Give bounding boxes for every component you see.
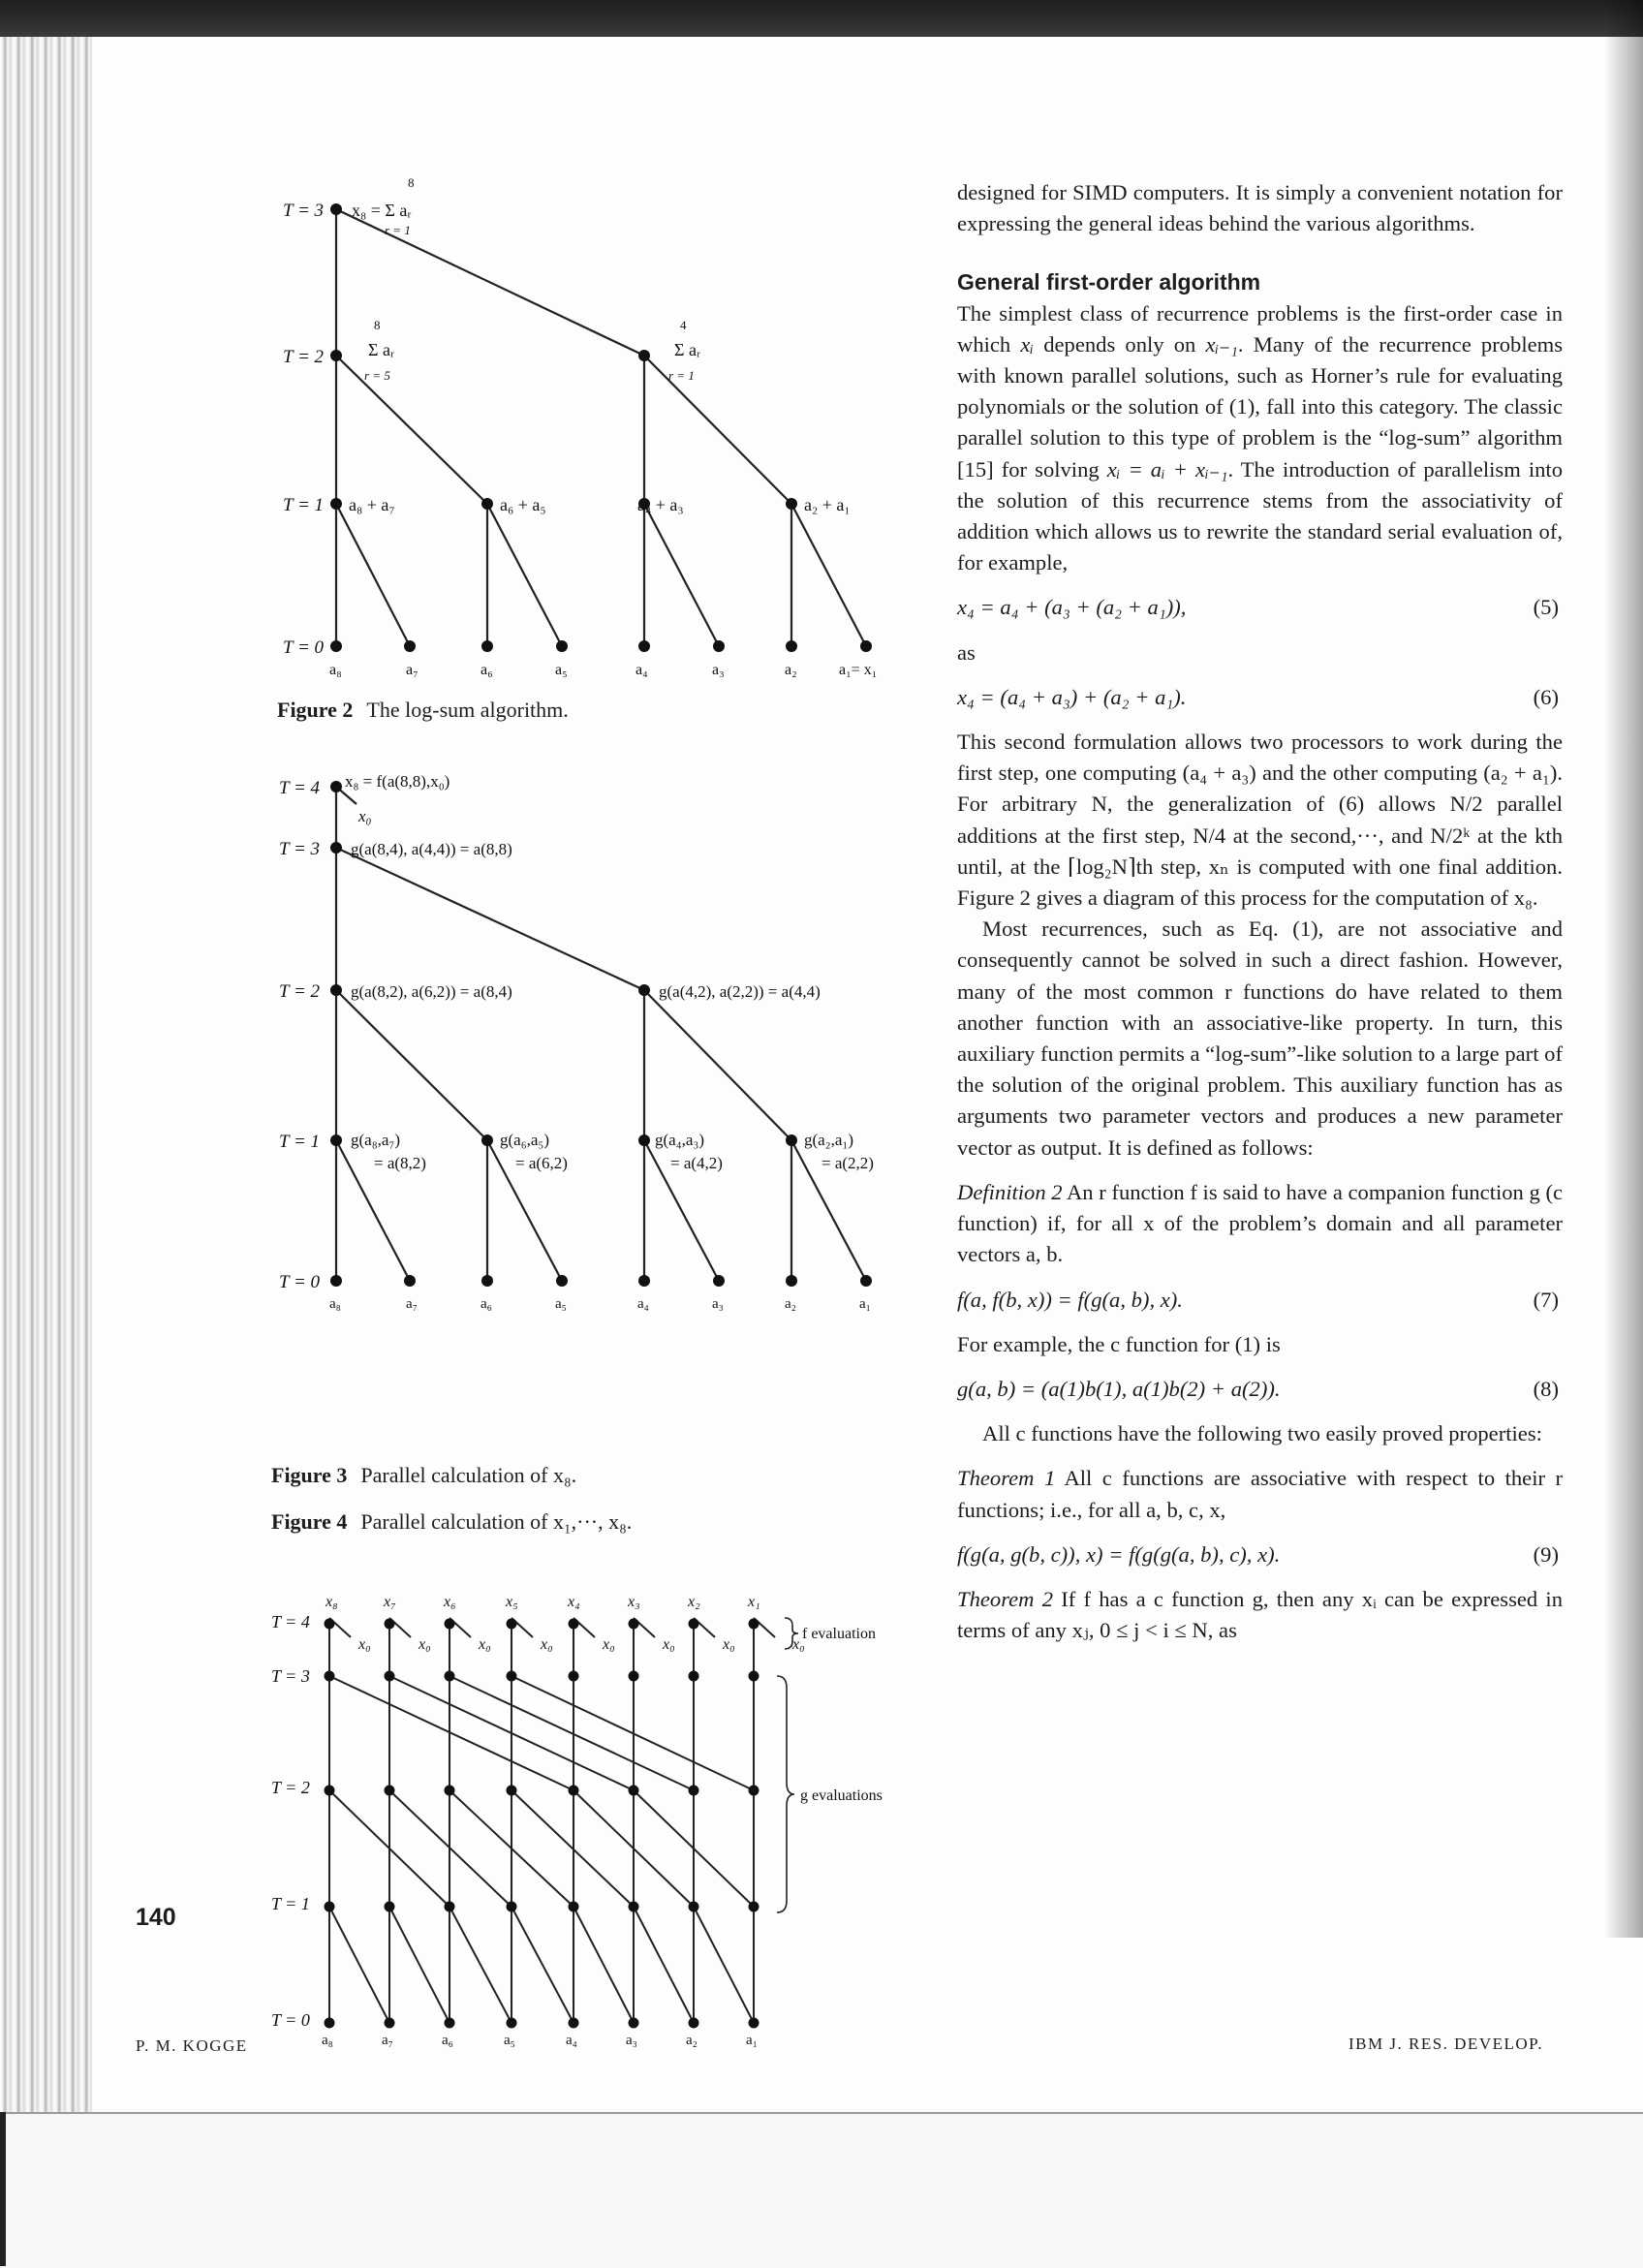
fig4-edge	[574, 1907, 634, 2023]
fig4-f-eval-label: f evaluation	[802, 1626, 876, 1642]
fig2-leaf: a₅	[555, 662, 568, 678]
fig3-node	[330, 1275, 342, 1287]
figure-4	[271, 1509, 911, 2052]
fig2-leaf: a₈	[329, 662, 342, 678]
fig4-edge	[329, 1676, 574, 1790]
fig3-edge	[336, 990, 487, 1140]
fig2-node	[638, 640, 650, 652]
fig3-node	[860, 1275, 872, 1287]
fig3-node	[786, 1275, 797, 1287]
fig2-node	[330, 498, 342, 510]
fig3-t1-eq: = a(2,2)	[822, 1154, 874, 1172]
fig3-t1-eq: = a(4,2)	[670, 1154, 723, 1172]
fig4-edge	[634, 1907, 694, 2023]
fig3-node	[638, 984, 650, 996]
fig2-top-expr: x₈ = Σ aᵣ	[352, 201, 412, 220]
fig3-level-label: T = 4	[279, 778, 321, 798]
fig2-pair: a₂ + a₁	[804, 495, 851, 514]
fig2-node	[786, 640, 797, 652]
fig4-edge	[450, 1676, 694, 1790]
fig4-node	[569, 1786, 579, 1796]
fig3-node	[481, 1275, 493, 1287]
equation-number: (9)	[1533, 1541, 1559, 1567]
fig3-top-expr: x₈ = f(a(8,8),x₀)	[345, 772, 450, 791]
equation-body: f(a, f(b, x)) = f(g(a, b), x).	[957, 1287, 1183, 1312]
equation-5	[957, 592, 1563, 623]
fig2-edge	[336, 209, 644, 356]
fig3-t2-left: g(a(8,2), a(6,2)) = a(8,4)	[351, 982, 512, 1001]
fig4-node	[569, 1619, 579, 1630]
fig2-edge	[336, 504, 410, 646]
caption-label: Figure 3	[271, 1463, 348, 1487]
caption-label: Figure 2	[277, 698, 354, 722]
fig2-node	[638, 350, 650, 361]
fig4-node	[385, 1902, 395, 1912]
fig2-level-label: T = 3	[283, 201, 325, 221]
fig2-leaf: a₇	[406, 662, 418, 678]
fig3-node	[713, 1275, 725, 1287]
fig3-leaf: a₄	[637, 1296, 649, 1312]
fig2-sum-lower: r = 1	[668, 368, 695, 383]
fig4-x-label: x₈	[326, 1594, 338, 1610]
paragraph: designed for SIMD computers. It is simply a convenient notation for expressing the general ideas behind the various algorithms.	[957, 180, 1563, 236]
figure-2-caption	[277, 698, 569, 723]
fig4-node	[325, 1671, 335, 1682]
fig4-leaf: a₆	[442, 2033, 453, 2048]
paragraph: All c functions have the following two easily proved properties:	[982, 1421, 1542, 1446]
theorem-1	[957, 1463, 1563, 1525]
fig3-node	[330, 984, 342, 996]
fig4-node	[507, 1786, 517, 1796]
fig3-t1-g: g(a₈,a₇)	[351, 1131, 401, 1149]
fig2-level-label: T = 2	[283, 347, 325, 367]
fig4-leaf: a₇	[382, 2033, 393, 2048]
paragraph: For example, the c function for (1) is	[957, 1331, 1281, 1356]
fig4-x0: x₀	[723, 1636, 735, 1653]
fig4-level-label: T = 3	[271, 1666, 310, 1686]
fig2-sum-upper: 8	[374, 318, 381, 332]
fig4-node	[569, 1671, 579, 1682]
fig4-x0: x₀	[479, 1636, 491, 1653]
equation-body: f(g(a, g(b, c)), x) = f(g(g(a, b), c), x).	[957, 1541, 1281, 1567]
fig2-node	[713, 640, 725, 652]
scan-top-edge	[0, 0, 1643, 37]
text-run: depends only on	[1034, 331, 1206, 357]
scan-bottom-edge	[0, 2112, 1643, 2268]
fig4-leaf: a₄	[566, 2033, 577, 2048]
fig3-node	[330, 842, 342, 854]
fig2-pair: a₄ + a₃	[637, 495, 684, 514]
fig3-t1-eq: = a(8,2)	[374, 1154, 426, 1172]
figure-3-caption	[271, 1463, 576, 1488]
fig2-node	[330, 640, 342, 652]
fig4-node	[689, 1786, 699, 1796]
fig2-leaf: a₂	[785, 662, 797, 678]
math-inline: xᵢ	[1020, 331, 1035, 357]
fig4-node	[629, 1786, 639, 1796]
theorem-label: Theorem 2	[957, 1586, 1054, 1611]
fig3-leaf: a₈	[329, 1296, 341, 1312]
paragraph: Most recurrences, such as Eq. (1), are not associative and consequently cannot be solved in such a direct fashion. However, many of the most common r functions do have related to them another function with an associative-like property. In turn, this auxiliary function permits a “log-sum”-like solution to a large part of the solution of the original problem. This auxiliary function has as arguments two parameter vectors and produces a new parameter vector as output. It is defined as follows:	[957, 917, 1563, 1160]
equation-6	[957, 682, 1563, 713]
fig4-node	[445, 1786, 455, 1796]
text-run: . Many of the recurrence problems with known parallel solutions, such as Horner’s rule for evaluating polynomials or the solution of (1), fall into this category. The classic parallel solution to this type of problem is the “log-sum” algorithm [15] for solving	[957, 331, 1563, 482]
fig4-node	[629, 1902, 639, 1912]
math-inline: xᵢ = aᵢ + xᵢ₋₁	[1106, 456, 1228, 482]
fig2-node	[481, 640, 493, 652]
equation-number: (6)	[1533, 684, 1559, 709]
fig4-node	[507, 1671, 517, 1682]
equation-8	[957, 1374, 1563, 1405]
fig2-leaf: a₄	[636, 662, 648, 678]
fig4-x-label: x₅	[506, 1594, 518, 1610]
fig3-level-label: T = 3	[279, 839, 321, 859]
fig4-node	[507, 1619, 517, 1630]
fig4-node	[749, 1902, 760, 1912]
fig4-x0: x₀	[358, 1636, 371, 1653]
fig4-x-label: x₁	[748, 1594, 760, 1610]
figure-3	[271, 758, 911, 1494]
fig2-node	[556, 640, 568, 652]
fig4-node	[445, 1671, 455, 1682]
fig4-node	[689, 1902, 699, 1912]
fig4-leaf: a₅	[504, 2033, 515, 2048]
caption-text: Parallel calculation of x₁,···, x₈.	[360, 1509, 633, 1534]
fig4-level-label: T = 1	[271, 1894, 310, 1913]
fig4-node	[749, 1671, 760, 1682]
fig2-leaf: a₆	[480, 662, 493, 678]
fig4-edge	[450, 1907, 512, 2023]
fig2-level-label: T = 0	[283, 637, 325, 658]
fig2-pair: a₆ + a₅	[500, 495, 546, 514]
fig3-node	[481, 1134, 493, 1146]
fig3-leaf: a₃	[712, 1296, 724, 1312]
figure-2	[271, 126, 911, 727]
fig4-edge	[694, 1907, 754, 2023]
fig3-level-label: T = 1	[279, 1132, 321, 1152]
fig2-sum-lower: r = 5	[364, 368, 390, 383]
figures-column	[271, 126, 911, 2048]
fig4-node	[385, 2018, 395, 2029]
fig4-level-label: T = 4	[271, 1612, 310, 1631]
fig4-node	[445, 1619, 455, 1630]
figure-3-diagram	[271, 758, 911, 1494]
fig4-x-label: x₃	[628, 1594, 640, 1610]
scan-left-edge	[0, 2112, 6, 2266]
fig4-node	[629, 2018, 639, 2029]
fig2-edge	[791, 504, 866, 646]
fig4-node	[629, 1619, 639, 1630]
fig4-node	[385, 1671, 395, 1682]
fig2-sigma: Σ aᵣ	[368, 340, 395, 359]
theorem-2	[957, 1584, 1563, 1646]
fig4-node	[325, 2018, 335, 2029]
fig4-node	[569, 1902, 579, 1912]
fig2-sum-lower: r = 1	[385, 223, 411, 237]
paragraph: as	[957, 639, 976, 665]
fig4-node	[629, 1671, 639, 1682]
fig4-edge	[329, 1907, 389, 2023]
fig2-edge	[336, 356, 487, 504]
caption-text: The log-sum algorithm.	[366, 698, 569, 722]
fig4-node	[749, 1786, 760, 1796]
fig4-node	[507, 2018, 517, 2029]
fig3-leaf: a₆	[480, 1296, 492, 1312]
fig2-node	[786, 498, 797, 510]
fig4-node	[749, 2018, 760, 2029]
fig3-t1-eq: = a(6,2)	[515, 1154, 568, 1172]
fig3-level-label: T = 2	[279, 981, 321, 1002]
fig3-t2-right: g(a(4,2), a(2,2)) = a(4,4)	[659, 982, 821, 1001]
fig3-node	[638, 1134, 650, 1146]
fig4-node	[325, 1786, 335, 1796]
fig4-leaf: a₃	[626, 2033, 637, 2048]
fig4-node	[385, 1619, 395, 1630]
equation-number: (8)	[1533, 1376, 1559, 1401]
fig4-x0: x₀	[663, 1636, 675, 1653]
fig3-node	[330, 781, 342, 792]
fig2-leaf: a₃	[712, 662, 725, 678]
footer-journal: IBM J. RES. DEVELOP.	[1348, 2035, 1543, 2053]
fig4-x-label: x₇	[384, 1594, 396, 1610]
fig2-sigma: Σ aᵣ	[674, 340, 701, 359]
fig4-node	[325, 1902, 335, 1912]
fig4-node	[569, 2018, 579, 2029]
fig4-x-label: x₆	[444, 1594, 456, 1610]
text-column	[957, 177, 1563, 1646]
theorem-text: All c functions are associative with respect to their r functions; i.e., for all a, b, c, x,	[957, 1466, 1563, 1522]
fig3-t1-g: g(a₂,a₁)	[804, 1131, 854, 1149]
fig4-level-label: T = 2	[271, 1778, 310, 1797]
fig4-node	[385, 1786, 395, 1796]
fig4-node	[507, 1902, 517, 1912]
caption-text: Parallel calculation of x₈.	[360, 1463, 577, 1487]
fig3-leaf: a₁	[859, 1296, 871, 1312]
fig2-edge	[644, 356, 791, 504]
fig4-node	[749, 1619, 760, 1630]
fig2-sum-upper: 8	[408, 175, 415, 190]
fig4-leaf: a₁	[746, 2033, 758, 2048]
fig4-node	[689, 2018, 699, 2029]
equation-number: (5)	[1533, 595, 1559, 620]
caption-label: Figure 4	[271, 1509, 348, 1534]
fig4-leaf: a₈	[322, 2033, 333, 2048]
fig3-node	[404, 1275, 416, 1287]
equation-7	[957, 1285, 1563, 1316]
fig4-node	[445, 1902, 455, 1912]
fig3-edge	[336, 848, 644, 990]
fig2-edge	[487, 504, 562, 646]
fig4-edge	[512, 1907, 574, 2023]
fig4-g-brace	[777, 1676, 794, 1912]
fig4-node	[689, 1619, 699, 1630]
scan-right-shadow	[1604, 0, 1643, 1938]
text-run: The simplest class of recurrence problems is the first-order case in which	[957, 300, 1563, 357]
fig2-pair: a₈ + a₇	[349, 495, 395, 514]
fig3-node	[556, 1275, 568, 1287]
fig4-x0: x₀	[603, 1636, 615, 1653]
fig2-node	[330, 203, 342, 215]
fig2-node	[404, 640, 416, 652]
fig4-x0: x₀	[792, 1636, 805, 1653]
fig4-x0: x₀	[418, 1636, 431, 1653]
figure-4-diagram	[271, 1509, 911, 2052]
fig3-level-label: T = 0	[279, 1272, 321, 1292]
page-number: 140	[136, 1904, 176, 1931]
fig4-x-label: x₂	[688, 1594, 700, 1610]
fig3-edge	[644, 990, 791, 1140]
fig2-level-label: T = 1	[283, 495, 325, 515]
fig4-x-label: x₄	[568, 1594, 580, 1610]
text-run: . The introduction of parallelism into the solution of this recurrence stems from the associativity of addition which allows us to rewrite the standard serial evaluation of, for example,	[957, 456, 1563, 575]
fig3-node	[638, 1275, 650, 1287]
equation-9	[957, 1539, 1563, 1570]
fig2-sum-upper: 4	[680, 318, 687, 332]
math-inline: xᵢ₋₁	[1205, 331, 1238, 357]
fig4-node	[325, 1619, 335, 1630]
equation-body: x₄ = a₄ + (a₃ + (a₂ + a₁)),	[957, 595, 1187, 620]
paragraph	[957, 298, 1563, 579]
figure-2-diagram	[271, 126, 911, 727]
fig2-edge	[644, 504, 719, 646]
fig4-leaf: a₂	[686, 2033, 698, 2048]
section-heading: General first-order algorithm	[957, 269, 1261, 295]
book-binding-shadow	[0, 0, 92, 2266]
fig2-node	[481, 498, 493, 510]
theorem-text: If f has a c function g, then any xᵢ can be expressed in terms of any xⱼ, 0 ≤ j < i ≤ N, as	[957, 1586, 1563, 1643]
fig3-x0: x₀	[358, 807, 372, 825]
fig4-g-eval-label: g evaluations	[800, 1787, 883, 1804]
fig4-level-label: T = 0	[271, 2010, 310, 2030]
fig3-node	[330, 1134, 342, 1146]
fig4-node	[445, 2018, 455, 2029]
fig3-leaf: a₅	[555, 1296, 567, 1312]
definition-text: An r function f is said to have a companion function g (c function) if, for all x of the problem’s domain and all parameter vectors a, b.	[957, 1179, 1563, 1267]
fig2-node	[860, 640, 872, 652]
fig3-leaf: a₂	[785, 1296, 796, 1312]
definition-2	[957, 1177, 1563, 1271]
fig3-t1-g: g(a₆,a₅)	[500, 1131, 550, 1149]
fig3-node	[786, 1134, 797, 1146]
equation-number: (7)	[1533, 1287, 1559, 1312]
definition-label: Definition 2	[957, 1179, 1063, 1204]
footer-author: P. M. KOGGE	[136, 2036, 248, 2055]
fig4-node	[689, 1671, 699, 1682]
equation-body: x₄ = (a₄ + a₃) + (a₂ + a₁).	[957, 684, 1187, 709]
theorem-label: Theorem 1	[957, 1466, 1056, 1491]
fig3-t3-expr: g(a(8,4), a(4,4)) = a(8,8)	[351, 840, 512, 858]
fig3-t1-g: g(a₄,a₃)	[655, 1131, 705, 1149]
fig2-leaf: a₁= x₁	[839, 662, 878, 678]
fig4-edge	[389, 1907, 450, 2023]
fig4-x0: x₀	[541, 1636, 553, 1653]
fig2-node	[330, 350, 342, 361]
paragraph: This second formulation allows two processors to work during the first step, one computing (a₄ + a₃) and the other computing (a₂ + a₁). For arbitrary N, the generalization of (6) allows N/2 parallel additions at the first step, N/4 at the second,···, and N/2ᵏ at the kth until, at the ⌈log₂N⌉th step, xₙ is computed with one final addition. Figure 2 gives a diagram of this process for the computation of x₈.	[957, 730, 1563, 911]
fig3-leaf: a₇	[406, 1296, 418, 1312]
equation-body: g(a, b) = (a(1)b(1), a(1)b(2) + a(2)).	[957, 1376, 1281, 1401]
